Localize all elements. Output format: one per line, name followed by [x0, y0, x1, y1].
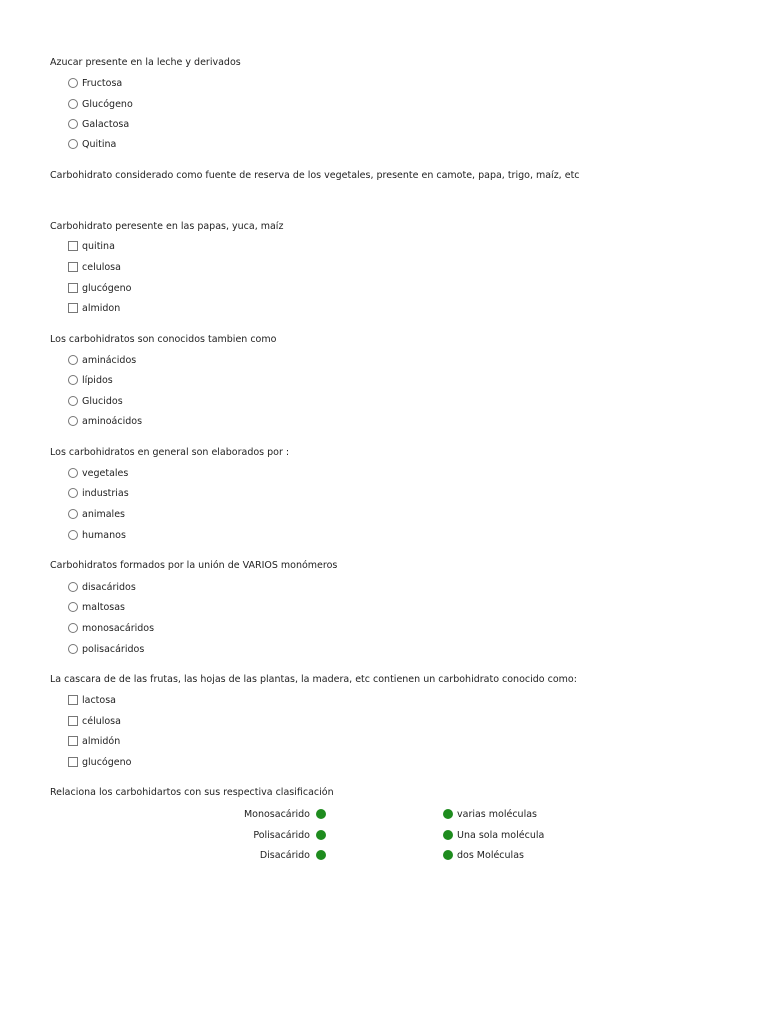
match-right-item[interactable] — [443, 848, 524, 862]
radio-button[interactable] — [68, 99, 78, 109]
option-label: Glucógeno — [82, 98, 133, 110]
match-connector-dot[interactable] — [316, 809, 326, 819]
question-3-title: Carbohidrato peresente en las papas, yuca, maíz — [50, 221, 284, 232]
option-label: humanos — [82, 529, 126, 541]
radio-button[interactable] — [68, 78, 78, 88]
match-left-label: Disacárido — [259, 849, 310, 861]
q5-option-3[interactable] — [68, 507, 125, 521]
q5-option-1[interactable] — [68, 466, 128, 480]
match-connector-dot[interactable] — [443, 809, 453, 819]
option-label: celulosa — [82, 261, 121, 273]
question-8-title: Relaciona los carbohidartos con sus respectiva clasificación — [50, 787, 334, 798]
radio-button[interactable] — [68, 488, 78, 498]
q5-option-2[interactable] — [68, 486, 129, 500]
match-right-label: varias moléculas — [457, 808, 537, 820]
match-right-item[interactable] — [443, 828, 544, 842]
question-4-title: Los carbohidratos son conocidos tambien como — [50, 334, 277, 345]
checkbox[interactable] — [68, 757, 78, 767]
radio-button[interactable] — [68, 530, 78, 540]
radio-button[interactable] — [68, 119, 78, 129]
radio-button[interactable] — [68, 582, 78, 592]
question-6-title: Carbohidratos formados por la unión de VARIOS monómeros — [50, 560, 338, 571]
checkbox[interactable] — [68, 695, 78, 705]
q3-option-4[interactable] — [68, 301, 120, 315]
radio-button[interactable] — [68, 139, 78, 149]
option-label: monosacáridos — [82, 622, 155, 634]
option-label: Quitina — [82, 138, 117, 150]
checkbox[interactable] — [68, 303, 78, 313]
radio-button[interactable] — [68, 509, 78, 519]
match-right-label: dos Moléculas — [457, 849, 524, 861]
option-label: lípidos — [82, 374, 113, 386]
option-label: industrias — [82, 487, 129, 499]
option-label: glucógeno — [82, 756, 132, 768]
checkbox[interactable] — [68, 262, 78, 272]
option-label: lactosa — [82, 694, 116, 706]
option-label: quitina — [82, 240, 115, 252]
checkbox[interactable] — [68, 716, 78, 726]
option-label: vegetales — [82, 467, 129, 479]
match-connector-dot[interactable] — [316, 850, 326, 860]
match-connector-dot[interactable] — [443, 850, 453, 860]
q1-option-3[interactable] — [68, 117, 129, 131]
question-5-title: Los carbohidratos en general son elaborados por : — [50, 447, 290, 458]
match-right-item[interactable] — [443, 807, 537, 821]
option-label: polisacáridos — [82, 643, 145, 655]
radio-button[interactable] — [68, 396, 78, 406]
q5-option-4[interactable] — [68, 528, 126, 542]
match-connector-dot[interactable] — [443, 830, 453, 840]
q7-option-2[interactable] — [68, 714, 121, 728]
match-left-item[interactable] — [244, 807, 326, 821]
match-left-item[interactable] — [260, 848, 326, 862]
option-label: maltosas — [82, 601, 125, 613]
q6-option-3[interactable] — [68, 621, 154, 635]
q7-option-1[interactable] — [68, 693, 116, 707]
checkbox[interactable] — [68, 736, 78, 746]
q1-option-2[interactable] — [68, 97, 133, 111]
q7-option-4[interactable] — [68, 755, 131, 769]
q4-option-1[interactable] — [68, 353, 136, 367]
match-connector-dot[interactable] — [316, 830, 326, 840]
q4-option-3[interactable] — [68, 394, 123, 408]
question-7-title: La cascara de de las frutas, las hojas de las plantas, la madera, etc contienen un carbohidrato conocido como: — [50, 674, 577, 685]
option-label: aminácidos — [82, 354, 137, 366]
radio-button[interactable] — [68, 644, 78, 654]
option-label: disacáridos — [82, 581, 136, 593]
option-label: almidon — [82, 302, 121, 314]
option-label: célulosa — [82, 715, 121, 727]
radio-button[interactable] — [68, 355, 78, 365]
radio-button[interactable] — [68, 416, 78, 426]
checkbox[interactable] — [68, 283, 78, 293]
option-label: animales — [82, 508, 125, 520]
q3-option-3[interactable] — [68, 281, 131, 295]
q1-option-4[interactable] — [68, 137, 116, 151]
radio-button[interactable] — [68, 468, 78, 478]
radio-button[interactable] — [68, 623, 78, 633]
match-left-label: Polisacárido — [253, 829, 310, 841]
q4-option-2[interactable] — [68, 373, 113, 387]
q7-option-3[interactable] — [68, 734, 120, 748]
question-2-title: Carbohidrato considerado como fuente de reserva de los vegetales, presente en camote, papa, trigo, maíz, etc — [50, 170, 580, 181]
q6-option-2[interactable] — [68, 600, 125, 614]
q4-option-4[interactable] — [68, 414, 142, 428]
checkbox[interactable] — [68, 241, 78, 251]
radio-button[interactable] — [68, 375, 78, 385]
radio-button[interactable] — [68, 602, 78, 612]
option-label: aminoácidos — [82, 415, 143, 427]
q6-option-4[interactable] — [68, 642, 144, 656]
option-label: Galactosa — [82, 118, 130, 130]
match-right-label: Una sola molécula — [457, 829, 545, 841]
option-label: almidón — [82, 735, 121, 747]
match-left-item[interactable] — [253, 828, 326, 842]
option-label: Glucidos — [82, 395, 123, 407]
q6-option-1[interactable] — [68, 580, 136, 594]
q3-option-1[interactable] — [68, 239, 115, 253]
q1-option-1[interactable] — [68, 76, 122, 90]
question-1-title: Azucar presente en la leche y derivados — [50, 57, 241, 68]
option-label: glucógeno — [82, 282, 132, 294]
match-left-label: Monosacárido — [243, 808, 310, 820]
q3-option-2[interactable] — [68, 260, 121, 274]
option-label: Fructosa — [82, 77, 123, 89]
